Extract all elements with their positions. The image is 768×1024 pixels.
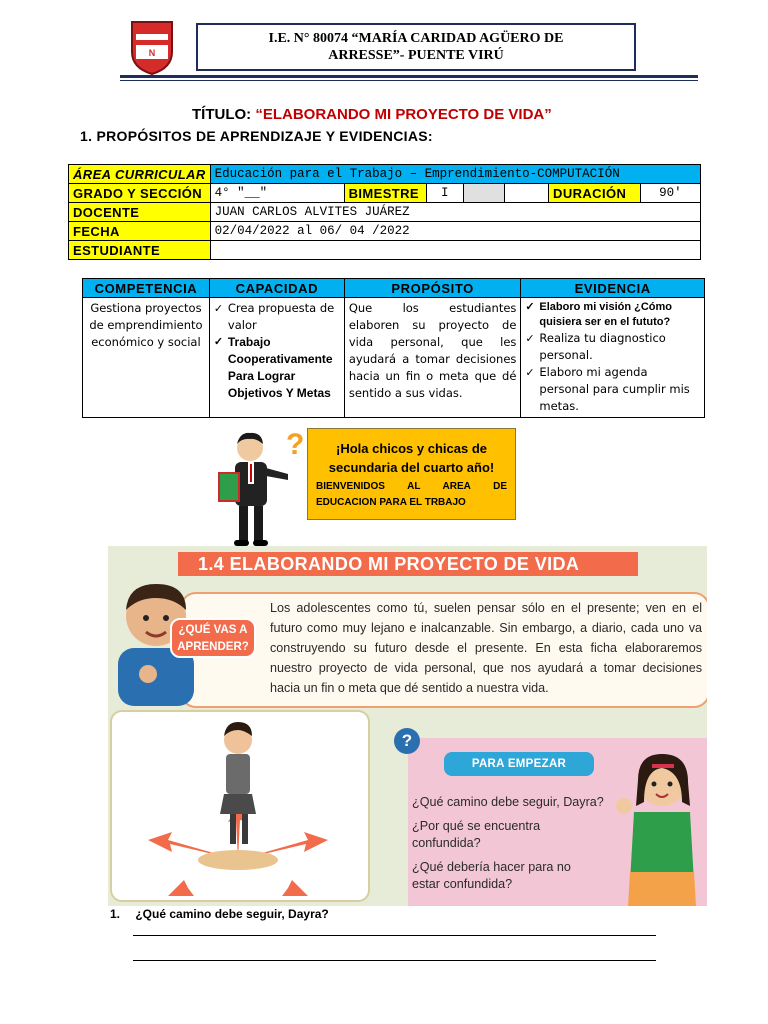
area-value: Educación para el Trabajo – Emprendimiento-COMPUTACIÓN bbox=[210, 165, 700, 184]
answer-line-1[interactable] bbox=[133, 935, 656, 936]
docente-value: JUAN CARLOS ALVITES JUÁREZ bbox=[210, 203, 700, 222]
textbook-panel bbox=[108, 546, 707, 906]
confused-girl-illustration bbox=[128, 710, 348, 902]
info-row-area bbox=[69, 165, 701, 184]
panel-question-3: ¿Qué debería hacer para no estar confundida? bbox=[412, 860, 571, 891]
estudiante-label: ESTUDIANTE bbox=[69, 241, 211, 260]
duracion-value: 90' bbox=[640, 184, 700, 203]
fecha-label: FECHA bbox=[69, 222, 211, 241]
header-rule bbox=[120, 75, 698, 78]
title-label: TÍTULO: bbox=[192, 106, 252, 123]
bimestre-value: I bbox=[426, 184, 463, 203]
school-name-line2: ARRESSE”- PUENTE VIRÚ bbox=[328, 48, 504, 63]
header-capacidad: CAPACIDAD bbox=[209, 279, 344, 298]
document-title bbox=[192, 106, 552, 123]
welcome-text: BIENVENIDOS AL AREA DE EDUCACION PARA EL TRBAJO bbox=[316, 481, 507, 508]
panel-question-1: ¿Qué camino debe seguir, Dayra? bbox=[412, 795, 604, 809]
competence-header-row bbox=[83, 279, 705, 298]
bimestre-label: BIMESTRE bbox=[344, 184, 426, 203]
svg-text:?: ? bbox=[286, 428, 305, 461]
docente-label: DOCENTE bbox=[69, 203, 211, 222]
greeting-bubble bbox=[307, 428, 516, 520]
que-vas-a-aprender-badge: ¿QUÉ VAS A APRENDER? bbox=[170, 618, 256, 658]
para-empezar-label: PARA EMPEZAR bbox=[444, 752, 594, 776]
capacidad-cell bbox=[209, 298, 344, 418]
section-heading-propositos: 1. PROPÓSITOS DE APRENDIZAJE Y EVIDENCIAS: bbox=[80, 128, 433, 144]
competencia-cell: Gestiona proyectos de emprendimiento económico y social bbox=[83, 298, 210, 418]
svg-text:N: N bbox=[148, 48, 156, 58]
info-row-estudiante bbox=[69, 241, 701, 260]
evidencia-item: ✓ Elaboro mi agenda personal para cumplir mis metas. bbox=[525, 364, 700, 415]
school-crest-logo bbox=[128, 18, 176, 76]
greeting-text: ¡Hola chicos y chicas de secundaria del cuarto año! bbox=[328, 441, 495, 475]
proposito-cell: Que los estudiantes elaboren su proyecto de vida personal, que les ayudará a tomar decisiones hacia un fin o meta que dé sentido a sus vidas. bbox=[344, 298, 521, 418]
grado-value: 4° "__" bbox=[210, 184, 344, 203]
school-name-line1: I.E. N° 80074 “MARÍA CARIDAD AGÜERO DE bbox=[268, 31, 564, 46]
intro-text: Los adolescentes como tú, suelen pensar sólo en el presente; ven en el futuro como muy lejano e inalcanzable. Sin embargo, a diario, cada uno va construyendo su futuro desde el presente. En esta ficha elaboraremos nuestro proyecto de vida personal, que nos ayudará a tomar decisiones hacia un fin o meta que dé sentido a nuestra vida. bbox=[270, 601, 702, 695]
question-1 bbox=[110, 907, 329, 921]
capacidad-item: ✓ Crea propuesta de valor bbox=[214, 300, 340, 334]
help-question-icon: ? bbox=[394, 728, 420, 754]
question-1-text: ¿Qué camino debe seguir, Dayra? bbox=[135, 907, 329, 921]
bimestre-empty-cell bbox=[463, 184, 504, 203]
fecha-value: 02/04/2022 al 06/ 04 /2022 bbox=[210, 222, 700, 241]
answer-line-2[interactable] bbox=[133, 960, 656, 961]
question-1-number: 1. bbox=[110, 907, 121, 921]
dayra-girl-illustration bbox=[608, 742, 707, 906]
info-row-fecha bbox=[69, 222, 701, 241]
info-table bbox=[68, 164, 701, 260]
estudiante-value bbox=[210, 241, 700, 260]
teacher-illustration bbox=[208, 428, 308, 548]
evidencia-item: ✓ Elaboro mi visión ¿Cómo quisiera ser en el fututo? bbox=[525, 300, 700, 330]
area-label: ÁREA CURRICULAR bbox=[69, 165, 211, 184]
duracion-label: DURACIÓN bbox=[549, 184, 641, 203]
textbook-heading: 1.4 ELABORANDO MI PROYECTO DE VIDA bbox=[178, 552, 638, 576]
bimestre-empty-cell-2 bbox=[505, 184, 549, 203]
evidencia-item: ✓ Realiza tu diagnostico personal. bbox=[525, 330, 700, 364]
panel-question-2: ¿Por qué se encuentra confundida? bbox=[412, 819, 541, 850]
info-row-docente bbox=[69, 203, 701, 222]
header-proposito: PROPÓSITO bbox=[344, 279, 521, 298]
evidencia-cell bbox=[521, 298, 705, 418]
header-evidencia: EVIDENCIA bbox=[521, 279, 705, 298]
info-row-grado bbox=[69, 184, 701, 203]
competence-table bbox=[82, 278, 705, 418]
capacidad-item: ✓ Trabajo Cooperativamente Para Lograr Objetivos Y Metas bbox=[214, 334, 340, 402]
school-name-box bbox=[196, 23, 636, 71]
title-value: “ELABORANDO MI PROYECTO DE VIDA” bbox=[255, 106, 552, 123]
competence-body-row bbox=[83, 298, 705, 418]
header-competencia: COMPETENCIA bbox=[83, 279, 210, 298]
grado-label: GRADO Y SECCIÓN bbox=[69, 184, 211, 203]
header-rule-thin bbox=[120, 80, 698, 81]
